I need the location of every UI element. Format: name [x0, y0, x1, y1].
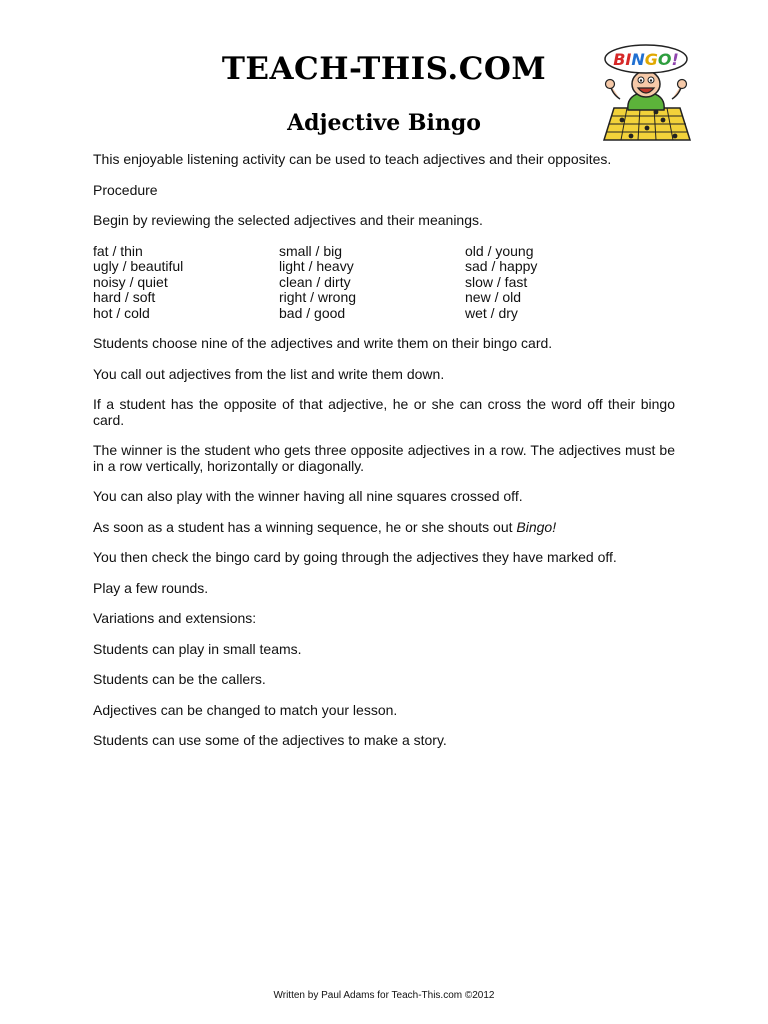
adjective-pair: right / wrong	[279, 289, 357, 305]
variation-item: Students can be the callers.	[93, 671, 266, 687]
brand-title: TEACH-THIS.COM	[221, 51, 547, 87]
adjective-pair: new / old	[465, 289, 522, 305]
bingo-logo-text: BINGO!	[613, 50, 679, 69]
adjective-pair: ugly / beautiful	[93, 258, 184, 274]
step-winner: The winner is the student who gets three opposite adjectives in a row. The adjectives must be in a row vertically, horizontally or diagonally.	[93, 442, 675, 474]
step-all-nine: You can also play with the winner having all nine squares crossed off.	[93, 488, 523, 504]
adjective-column	[465, 244, 675, 322]
adjective-pair: hard / soft	[93, 289, 156, 305]
adjective-pair: old / young	[465, 242, 534, 259]
adjective-pair: fat / thin	[93, 242, 143, 259]
step-check: You then check the bingo card by going through the adjectives they have marked off.	[93, 549, 617, 565]
adjective-pair: slow / fast	[465, 273, 528, 290]
adjective-pair: clean / dirty	[279, 273, 351, 290]
variations-heading: Variations and extensions:	[93, 610, 257, 626]
bingo-logo-icon	[600, 44, 692, 144]
page-footer: Written by Paul Adams for Teach-This.com ©2012	[273, 990, 495, 1001]
adjective-pair: bad / good	[279, 304, 346, 321]
adjective-pair: wet / dry	[465, 304, 518, 321]
variation-item: Adjectives can be changed to match your lesson.	[93, 701, 398, 718]
procedure-heading: Procedure	[93, 181, 158, 198]
adjective-pair: hot / cold	[93, 304, 150, 321]
step-call-out: You call out adjectives from the list and write them down.	[93, 365, 445, 382]
adjective-pair: light / heavy	[279, 258, 354, 274]
step-cross-off: If a student has the opposite of that adjective, he or she can cross the word off their bingo card.	[93, 396, 675, 428]
step-choose: Students choose nine of the adjectives and write them on their bingo card.	[93, 335, 553, 351]
adjective-pairs-table	[93, 244, 675, 322]
step-shout	[93, 520, 675, 536]
document-body	[93, 152, 675, 764]
adjective-pair: small / big	[279, 242, 343, 259]
bingo-board-icon	[604, 108, 690, 140]
adjective-pair: noisy / quiet	[93, 273, 168, 290]
step-rounds: Play a few rounds.	[93, 579, 209, 596]
page-title: Adjective Bingo	[287, 110, 481, 136]
step-shout-text: As soon as a student has a winning sequence, he or she shouts out	[93, 518, 517, 535]
adjective-pair: sad / happy	[465, 258, 538, 274]
adjective-column	[279, 244, 465, 322]
bingo-word: Bingo!	[516, 518, 557, 535]
variation-item: Students can use some of the adjectives to make a story.	[93, 732, 447, 748]
begin-paragraph: Begin by reviewing the selected adjectives and their meanings.	[93, 212, 483, 228]
intro-paragraph: This enjoyable listening activity can be used to teach adjectives and their opposites.	[93, 151, 612, 167]
adjective-column	[93, 244, 279, 322]
variation-item: Students can play in small teams.	[93, 640, 302, 657]
